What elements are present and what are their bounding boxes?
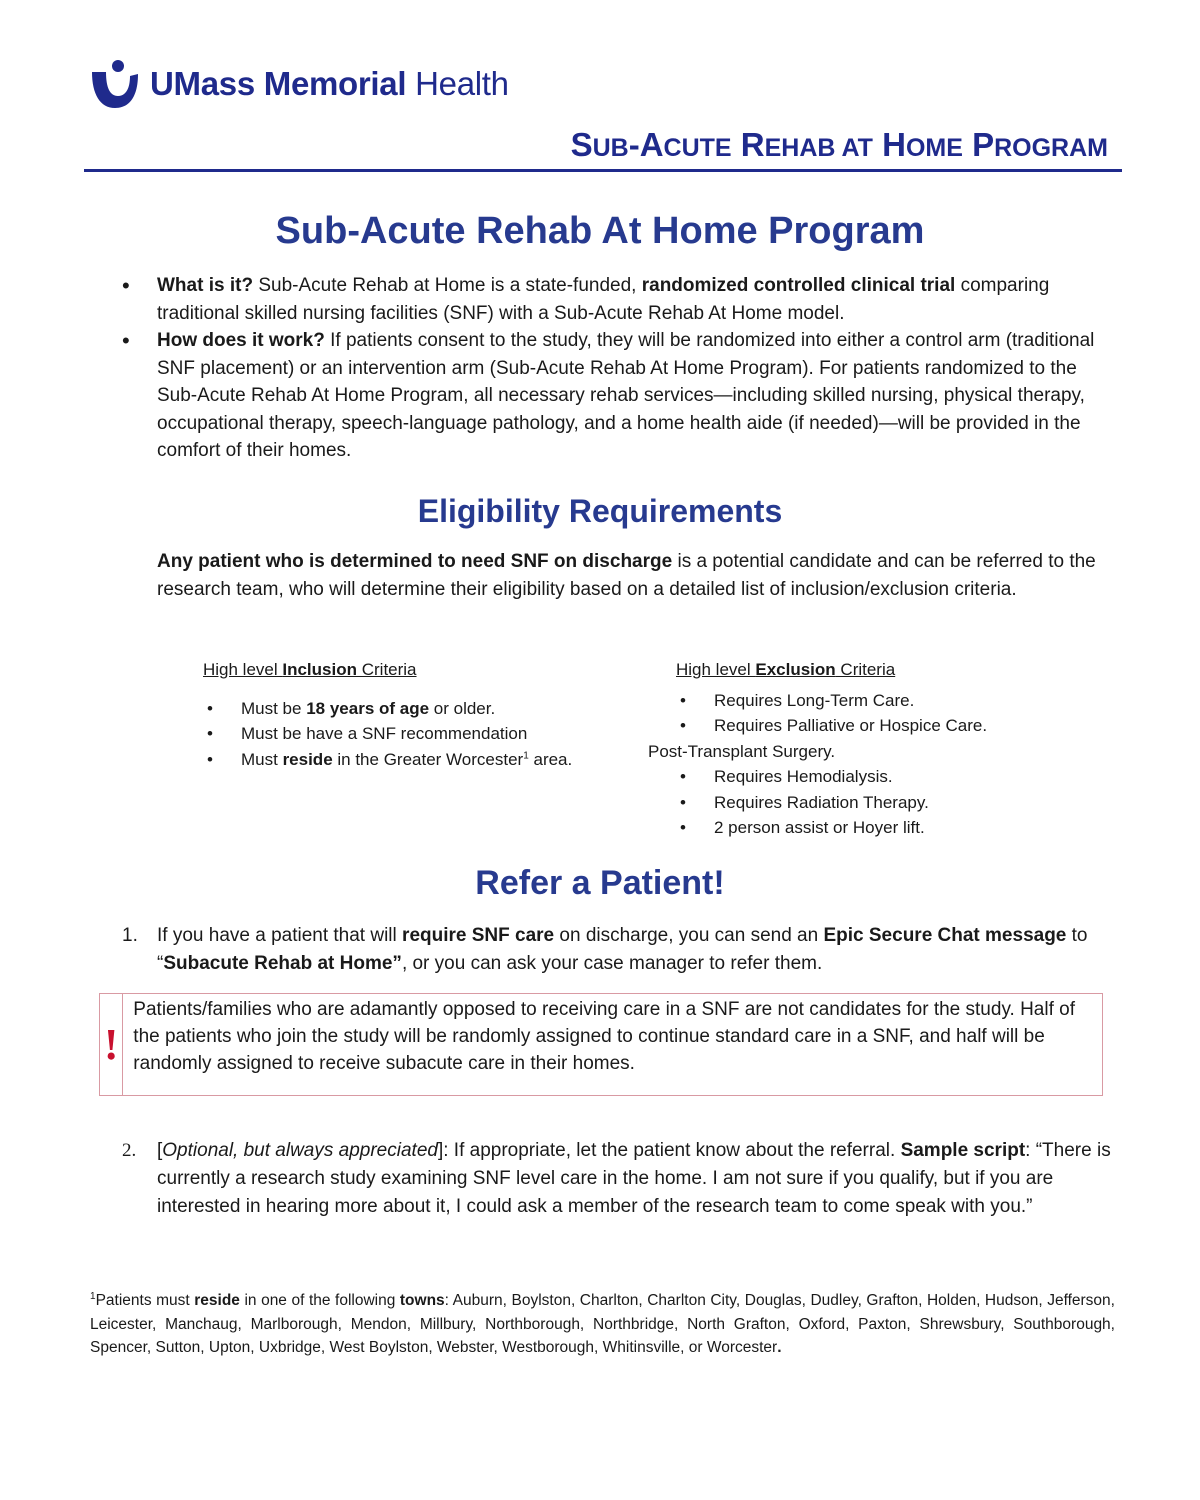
header-smallcaps: OME bbox=[905, 134, 963, 162]
bullet-text: Sub-Acute Rehab at Home is a state-funded, bbox=[253, 275, 642, 296]
bullet-text: comparing traditional skilled nursing facilities (SNF) with a Sub-Acute Rehab At Home model. bbox=[157, 275, 1050, 324]
eligibility-title: Eligibility Requirements bbox=[417, 493, 783, 529]
inclusion-title bbox=[203, 657, 633, 683]
item-text: Must bbox=[241, 749, 283, 769]
intro-bullets bbox=[122, 272, 1122, 465]
title-bold: Exclusion bbox=[755, 660, 836, 679]
list-item bbox=[676, 790, 1118, 816]
list-item bbox=[676, 815, 1118, 841]
item-bold: reside bbox=[282, 749, 333, 769]
footnote-towns: : Auburn, Boylston, Charlton, Charlton City, Douglas, Dudley, Grafton, Holden, Hudson, Jefferson, Leicester, Manchaug, Marlborough, Mendon, Millbury, Northborough, Northbridge, North Grafton, Oxford, Paxton, Shrewsbury, Southborough, Spencer, Sutton, Upton, Uxbridge, West Boylston, Webster, Westborough, Whitinsville, or Worcester bbox=[90, 1292, 1115, 1356]
refer-title: Refer a Patient! bbox=[475, 864, 725, 902]
brand-name-bold: UMass Memorial bbox=[150, 65, 407, 102]
bullet-dot-icon: • bbox=[122, 328, 130, 353]
header-letter: R bbox=[740, 126, 765, 163]
step-text: on discharge, you can send an bbox=[554, 925, 824, 946]
header-letter: P bbox=[972, 126, 995, 163]
item-text: 2 person assist or Hoyer lift. bbox=[714, 818, 925, 837]
header-letter: S bbox=[570, 126, 593, 163]
item-bold: 18 years of age bbox=[306, 698, 430, 718]
item-text: Must be have a SNF recommendation bbox=[241, 724, 528, 743]
bullet-dot-icon: • bbox=[680, 690, 686, 710]
footnote-bold: towns bbox=[399, 1292, 445, 1309]
bullet-dot-icon: • bbox=[680, 792, 686, 812]
header-smallcaps: UB bbox=[592, 134, 629, 162]
eligibility-lead: Any patient who is determined to need SNF on discharge bbox=[157, 551, 673, 572]
footnote-marker: 1 bbox=[90, 1290, 96, 1302]
inclusion-criteria bbox=[203, 657, 633, 772]
item-text: or older. bbox=[429, 698, 496, 718]
title-text: Criteria bbox=[357, 660, 417, 679]
item-text: Requires Palliative or Hospice Care. bbox=[714, 716, 988, 735]
step-number: 1. bbox=[122, 925, 138, 946]
item-text: Requires Radiation Therapy. bbox=[714, 792, 929, 812]
bullet-dot-icon: • bbox=[207, 698, 213, 718]
brand-name-regular: Health bbox=[415, 65, 509, 102]
brand-logo bbox=[88, 58, 509, 110]
list-item bbox=[676, 688, 1118, 714]
bullet-how-does-it-work bbox=[122, 327, 1122, 465]
exclusion-title bbox=[676, 657, 1118, 683]
exclusion-criteria bbox=[648, 657, 1118, 841]
brand-name bbox=[150, 65, 509, 103]
footnote-bold: . bbox=[777, 1339, 782, 1356]
step-text: If you have a patient that will bbox=[157, 925, 403, 946]
step-text: ]: If appropriate, let the patient know about the referral. bbox=[437, 1140, 901, 1161]
bullet-what-is-it bbox=[122, 272, 1122, 327]
bullet-lead: What is it? bbox=[157, 275, 254, 296]
bullet-dot-icon: • bbox=[680, 767, 686, 786]
bullet-lead: How does it work? bbox=[157, 330, 325, 351]
step-bold: Subacute Rehab at Home” bbox=[163, 953, 402, 974]
bullet-dot-icon: • bbox=[207, 749, 213, 769]
title-bold: Inclusion bbox=[282, 660, 357, 679]
umass-logo-icon bbox=[88, 58, 140, 110]
item-text: Must be bbox=[241, 698, 307, 718]
item-text: Requires Hemodialysis. bbox=[714, 767, 893, 786]
step-text: : “There is currently a research study examining SNF level care in the home. I am not sure if you qualify, but if you are interested in hearing more about it, I could ask a member of the research team to come speak with you.” bbox=[157, 1140, 1111, 1217]
list-item bbox=[203, 747, 633, 773]
eligibility-body: is a potential candidate and can be referred to the research team, who will determine their eligibility based on a detailed list of inclusion/exclusion criteria. bbox=[157, 551, 1096, 600]
refer-step-1 bbox=[122, 922, 1112, 978]
header-letter: H bbox=[882, 126, 906, 163]
list-item bbox=[676, 713, 1118, 739]
step-italic: Optional, but always appreciated bbox=[162, 1140, 438, 1161]
warning-callout bbox=[99, 993, 1103, 1096]
footnote-text: in one of the following bbox=[239, 1292, 400, 1309]
exclamation-icon: ! bbox=[100, 994, 123, 1095]
exclusion-list bbox=[676, 688, 1118, 739]
footnote-ref: 1 bbox=[523, 749, 529, 761]
step-text: [ bbox=[157, 1140, 163, 1161]
exclusion-list-2 bbox=[676, 764, 1118, 841]
refer-step-2 bbox=[122, 1137, 1112, 1221]
title-text: High level bbox=[203, 660, 283, 679]
header-smallcaps: ROGRAM bbox=[994, 134, 1108, 162]
header-smallcaps: EHAB AT bbox=[764, 134, 873, 162]
list-item bbox=[203, 696, 633, 722]
item-text: area. bbox=[528, 749, 573, 769]
item-text: in the Greater Worcester bbox=[332, 749, 524, 769]
bullet-bold: randomized controlled clinical trial bbox=[641, 275, 956, 296]
step-bold: Sample script bbox=[900, 1140, 1026, 1161]
list-item bbox=[676, 764, 1118, 790]
inclusion-list bbox=[203, 696, 633, 773]
bullet-text: If patients consent to the study, they will be randomized into either a control arm (traditional SNF placement) or an intervention arm (Sub-Acute Rehab At Home Program). For patients randomized to the Sub-Acute Rehab At Home Program, all necessary rehab services—including skilled nursing, physical therapy, occupational therapy, speech-language pathology, and a home health aide (if needed)—will be provided in the comfort of their homes. bbox=[157, 330, 1095, 461]
bullet-dot-icon: • bbox=[680, 818, 686, 837]
program-header bbox=[571, 126, 1108, 164]
step-text: , or you can ask your case manager to refer them. bbox=[401, 953, 823, 974]
title-text: High level bbox=[676, 660, 756, 679]
header-smallcaps: CUTE bbox=[663, 134, 732, 162]
list-item bbox=[203, 721, 633, 747]
step-bold: Epic Secure Chat message bbox=[823, 925, 1067, 946]
item-text: Requires Long-Term Care. bbox=[714, 690, 915, 710]
exclusion-loose-line: Post-Transplant Surgery. bbox=[648, 741, 836, 761]
header-divider bbox=[84, 169, 1122, 172]
bullet-dot-icon: • bbox=[122, 273, 130, 298]
footnote-bold: reside bbox=[194, 1292, 240, 1309]
footnote bbox=[90, 1289, 1115, 1360]
header-letter: -A bbox=[628, 126, 664, 163]
footnote-text: Patients must bbox=[95, 1292, 195, 1309]
step-text: to “ bbox=[157, 925, 1088, 974]
step-bold: require SNF care bbox=[402, 925, 555, 946]
page-title: Sub-Acute Rehab At Home Program bbox=[275, 210, 925, 252]
step-number: 2. bbox=[122, 1140, 137, 1161]
eligibility-text bbox=[157, 548, 1117, 604]
title-text: Criteria bbox=[835, 660, 896, 679]
bullet-dot-icon: • bbox=[680, 716, 686, 735]
warning-text: Patients/families who are adamantly opposed to receiving care in a SNF are not candidates for the study. Half of the patients who join the study will be randomly assigned to continue standard care in a SNF, and half will be randomly assigned to receive subacute care in their homes. bbox=[133, 999, 1076, 1074]
bullet-dot-icon: • bbox=[207, 724, 213, 743]
